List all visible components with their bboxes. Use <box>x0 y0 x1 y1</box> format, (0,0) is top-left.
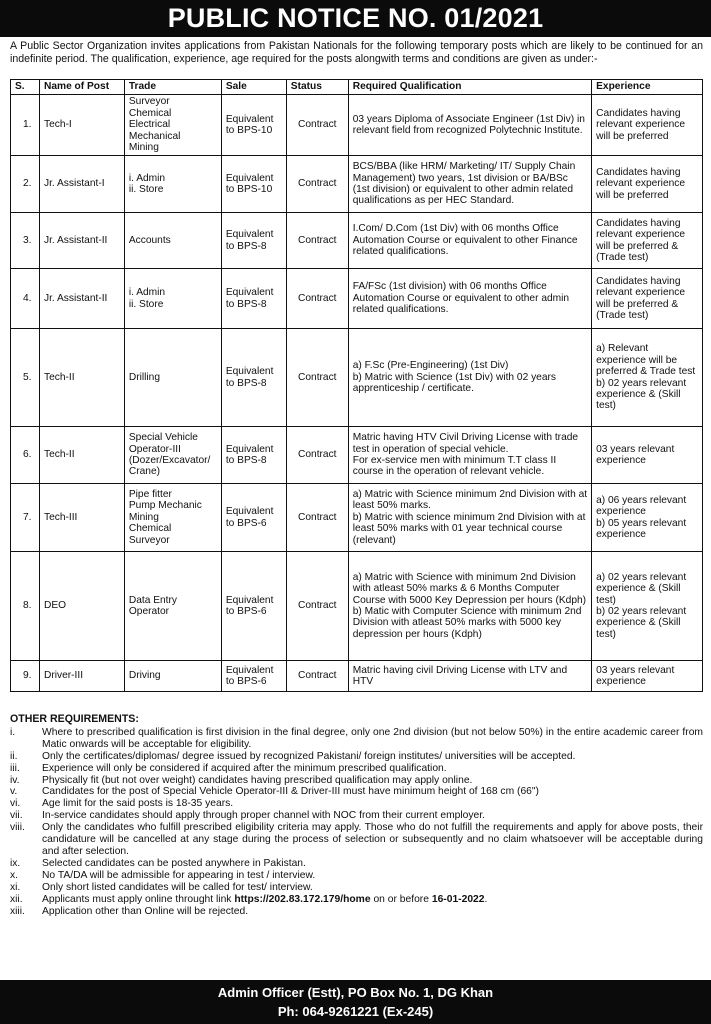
requirement-text <box>42 858 703 870</box>
footer-address: Admin Officer (Estt), PO Box No. 1, DG Khan <box>217 985 494 1000</box>
requirement-item <box>10 906 703 918</box>
requirement-item <box>10 858 703 870</box>
requirement-text-body: Age limit for the said posts is 18-35 years. <box>42 798 234 810</box>
requirement-number: vi. <box>10 798 21 810</box>
requirement-number: iv. <box>10 774 20 786</box>
row-status: Contract <box>286 484 348 552</box>
requirement-item <box>10 775 703 787</box>
row-trade: i. Admin ii. Store <box>124 269 221 329</box>
row-qualification: Matric having civil Driving License with LTV and HTV <box>348 661 591 692</box>
row-status: Contract <box>286 661 348 692</box>
table-row <box>11 484 703 552</box>
requirement-number: xiii. <box>10 905 25 917</box>
requirement-text-body: . <box>484 893 488 905</box>
requirement-text <box>42 763 703 775</box>
row-qualification: BCS/BBA (like HRM/ Marketing/ IT/ Supply Chain Management) two years, 1st division or BA/BSc (1st division) or equivalent to other admin related qualifications as per HEC Standard. <box>348 156 591 213</box>
row-trade: Surveyor Chemical Electrical Mechanical Mining <box>124 95 221 156</box>
row-qualification: a) Matric with Science with minimum 2nd Division with atleast 50% marks & 6 Months Computer Course with 5000 Key Depression per hours (Kdph) b) Matic with Computer Science with minimum 2nd Division with atleast 50% marks with 5000 key depression per hours (Kdph) <box>348 552 591 661</box>
row-post-name: Jr. Assistant-I <box>39 156 124 213</box>
apply-online-link[interactable]: https://202.83.172.179/home <box>234 893 371 905</box>
row-sno: 9. <box>11 661 40 692</box>
requirement-text-body: In-service candidates should apply through proper channel with NOC from their current employer. <box>42 810 485 822</box>
requirement-number: v. <box>10 786 18 798</box>
row-qualification: 03 years Diploma of Associate Engineer (1st Div) in relevant field from recognized Polytechnic Institute. <box>348 95 591 156</box>
row-trade: i. Admin ii. Store <box>124 156 221 213</box>
row-post-name: Tech-II <box>39 329 124 427</box>
requirement-number: iii. <box>10 762 20 774</box>
requirement-text <box>42 786 703 798</box>
requirement-text-body: No TA/DA will be admissible for appearing in test / interview. <box>42 869 316 881</box>
row-post-name: Jr. Assistant-II <box>39 269 124 329</box>
row-sale: Equivalent to BPS-10 <box>221 95 286 156</box>
row-qualification: I.Com/ D.Com (1st Div) with 06 months Office Automation Course or equivalent to other Finance related qualifications. <box>348 213 591 269</box>
row-status: Contract <box>286 427 348 484</box>
table-row <box>11 95 703 156</box>
row-trade: Special Vehicle Operator-III (Dozer/Excavator/ Crane) <box>124 427 221 484</box>
row-trade: Accounts <box>124 213 221 269</box>
table-row <box>11 427 703 484</box>
row-status: Contract <box>286 213 348 269</box>
requirement-item <box>10 810 703 822</box>
row-trade: Driving <box>124 661 221 692</box>
row-sno: 7. <box>11 484 40 552</box>
row-qualification: a) Matric with Science minimum 2nd Division with at least 50% marks. b) Matric with science minimum 2nd Division with at least 50% marks with 01 year technical course (relevant) <box>348 484 591 552</box>
other-requirements <box>10 714 703 917</box>
requirement-text <box>42 882 703 894</box>
requirement-item <box>10 822 703 858</box>
notice-title: PUBLIC NOTICE NO. 01/2021 <box>0 0 711 37</box>
requirement-text-body: Selected candidates can be posted anywhere in Pakistan. <box>42 857 306 869</box>
requirement-item <box>10 786 703 798</box>
requirement-text-body: Only the candidates who fulfill prescribed eligibility criteria may apply. Those who do not fulfill the requirements and apply for above posts, their candidature will be cancelled at any stage during the process of selection or subsequently and no claim whatsoever will be acceptable during and after selection. <box>42 822 703 857</box>
requirement-item <box>10 870 703 882</box>
row-sale: Equivalent to BPS-6 <box>221 552 286 661</box>
row-experience: a) Relevant experience will be preferred & Trade test b) 02 years relevant experience & (Skill test) <box>592 329 703 427</box>
row-status: Contract <box>286 269 348 329</box>
requirement-text <box>42 775 703 787</box>
intro-paragraph: A Public Sector Organization invites applications from Pakistan Nationals for the following temporary posts which are likely to be continued for an indefinite period. The qualification, experience, age required for the posts alongwith terms and conditions are given as under:- <box>10 40 703 65</box>
row-experience: 03 years relevant experience <box>592 427 703 484</box>
requirement-item <box>10 763 703 775</box>
requirement-text-body: Physically fit (but not over weight) candidates having prescribed qualification may apply online. <box>42 774 473 786</box>
requirement-number: i. <box>10 726 16 738</box>
row-sno: 3. <box>11 213 40 269</box>
row-post-name: Jr. Assistant-II <box>39 213 124 269</box>
row-qualification: Matric having HTV Civil Driving License with trade test in operation of special vehicle. For ex-service men with minimum T.T class II course in the operation of relevant vehicle. <box>348 427 591 484</box>
table-row <box>11 329 703 427</box>
requirement-text-body: Applicants must apply online throught link <box>42 893 232 905</box>
row-status: Contract <box>286 156 348 213</box>
requirement-text-body: Candidates for the post of Special Vehicle Operator-III & Driver-III must have minimum height of 168 cm (66") <box>42 786 539 798</box>
requirement-text <box>42 727 703 751</box>
row-sale: Equivalent to BPS-6 <box>221 484 286 552</box>
header-experience: Experience <box>592 80 703 95</box>
requirement-item <box>10 882 703 894</box>
requirement-number: xi. <box>10 881 21 893</box>
row-trade: Data Entry Operator <box>124 552 221 661</box>
requirement-number: xii. <box>10 893 23 905</box>
requirement-number: ix. <box>10 857 21 869</box>
row-experience: Candidates having relevant experience will be preferred & (Trade test) <box>592 213 703 269</box>
row-sale: Equivalent to BPS-8 <box>221 213 286 269</box>
requirement-text-body: Experience will only be considered if acquired after the minimum prescribed qualification. <box>42 762 447 774</box>
row-experience: a) 06 years relevant experience b) 05 years relevant experience <box>592 484 703 552</box>
row-experience: Candidates having relevant experience will be preferred <box>592 95 703 156</box>
requirement-text <box>42 822 703 858</box>
requirement-item <box>10 894 703 906</box>
posts-table <box>10 79 703 692</box>
header-qualification: Required Qualification <box>348 80 591 95</box>
row-sale: Equivalent to BPS-8 <box>221 329 286 427</box>
requirement-text <box>42 906 703 918</box>
header-status: Status <box>286 80 348 95</box>
row-sno: 1. <box>11 95 40 156</box>
requirement-text <box>42 810 703 822</box>
other-requirements-title: OTHER REQUIREMENTS: <box>10 713 139 725</box>
row-experience: 03 years relevant experience <box>592 661 703 692</box>
header-sno: S. <box>11 80 40 95</box>
footer-contact <box>0 980 711 1024</box>
row-sale: Equivalent to BPS-6 <box>221 661 286 692</box>
table-header-row <box>11 80 703 95</box>
requirement-item <box>10 751 703 763</box>
requirement-text-body: Only short listed candidates will be called for test/ interview. <box>42 881 313 893</box>
row-status: Contract <box>286 329 348 427</box>
requirement-number: ii. <box>10 750 18 762</box>
header-sale: Sale <box>221 80 286 95</box>
row-sno: 2. <box>11 156 40 213</box>
requirement-text-body: Application other than Online will be rejected. <box>42 905 249 917</box>
row-post-name: Driver-III <box>39 661 124 692</box>
row-trade: Drilling <box>124 329 221 427</box>
row-status: Contract <box>286 552 348 661</box>
requirement-item <box>10 798 703 810</box>
row-trade: Pipe fitter Pump Mechanic Mining Chemical Surveyor <box>124 484 221 552</box>
row-post-name: DEO <box>39 552 124 661</box>
row-sno: 5. <box>11 329 40 427</box>
requirement-text <box>42 798 703 810</box>
row-experience: Candidates having relevant experience will be preferred & (Trade test) <box>592 269 703 329</box>
row-sno: 8. <box>11 552 40 661</box>
header-post: Name of Post <box>39 80 124 95</box>
row-experience: Candidates having relevant experience will be preferred <box>592 156 703 213</box>
requirement-text-body: Where to prescribed qualification is first division in the final degree, only one 2nd division (but not below 50%) in the entire academic career from Matic onwards will be acceptable for eligibility. <box>42 726 703 750</box>
deadline-date: 16-01-2022 <box>431 893 485 905</box>
row-experience: a) 02 years relevant experience & (Skill test) b) 02 years relevant experience & (Skill test) <box>592 552 703 661</box>
requirement-text-body: on or before <box>373 893 429 905</box>
requirement-number: vii. <box>10 810 23 822</box>
row-post-name: Tech-II <box>39 427 124 484</box>
table-row <box>11 269 703 329</box>
table-row <box>11 661 703 692</box>
requirement-item <box>10 727 703 751</box>
row-post-name: Tech-I <box>39 95 124 156</box>
row-sale: Equivalent to BPS-10 <box>221 156 286 213</box>
row-qualification: FA/FSc (1st division) with 06 months Office Automation Course or equivalent to other admin related qualifications. <box>348 269 591 329</box>
requirement-text <box>42 751 703 763</box>
table-row <box>11 552 703 661</box>
requirement-text <box>42 894 703 906</box>
row-status: Contract <box>286 95 348 156</box>
requirement-number: x. <box>10 869 19 881</box>
requirements-list <box>10 727 703 918</box>
row-sno: 6. <box>11 427 40 484</box>
row-qualification: a) F.Sc (Pre-Engineering) (1st Div) b) Matric with Science (1st Div) with 02 years apprenticeship / certificate. <box>348 329 591 427</box>
row-sale: Equivalent to BPS-8 <box>221 269 286 329</box>
table-row <box>11 213 703 269</box>
row-sale: Equivalent to BPS-8 <box>221 427 286 484</box>
requirement-text <box>42 870 703 882</box>
requirement-text-body: Only the certificates/diplomas/ degree issued by recognized Pakistani/ foreign institutes/ universities will be accepted. <box>42 750 576 762</box>
header-trade: Trade <box>124 80 221 95</box>
row-post-name: Tech-III <box>39 484 124 552</box>
requirement-number: viii. <box>10 822 25 834</box>
table-row <box>11 156 703 213</box>
footer-phone: Ph: 064-9261221 (Ex-245) <box>277 1004 434 1019</box>
row-sno: 4. <box>11 269 40 329</box>
